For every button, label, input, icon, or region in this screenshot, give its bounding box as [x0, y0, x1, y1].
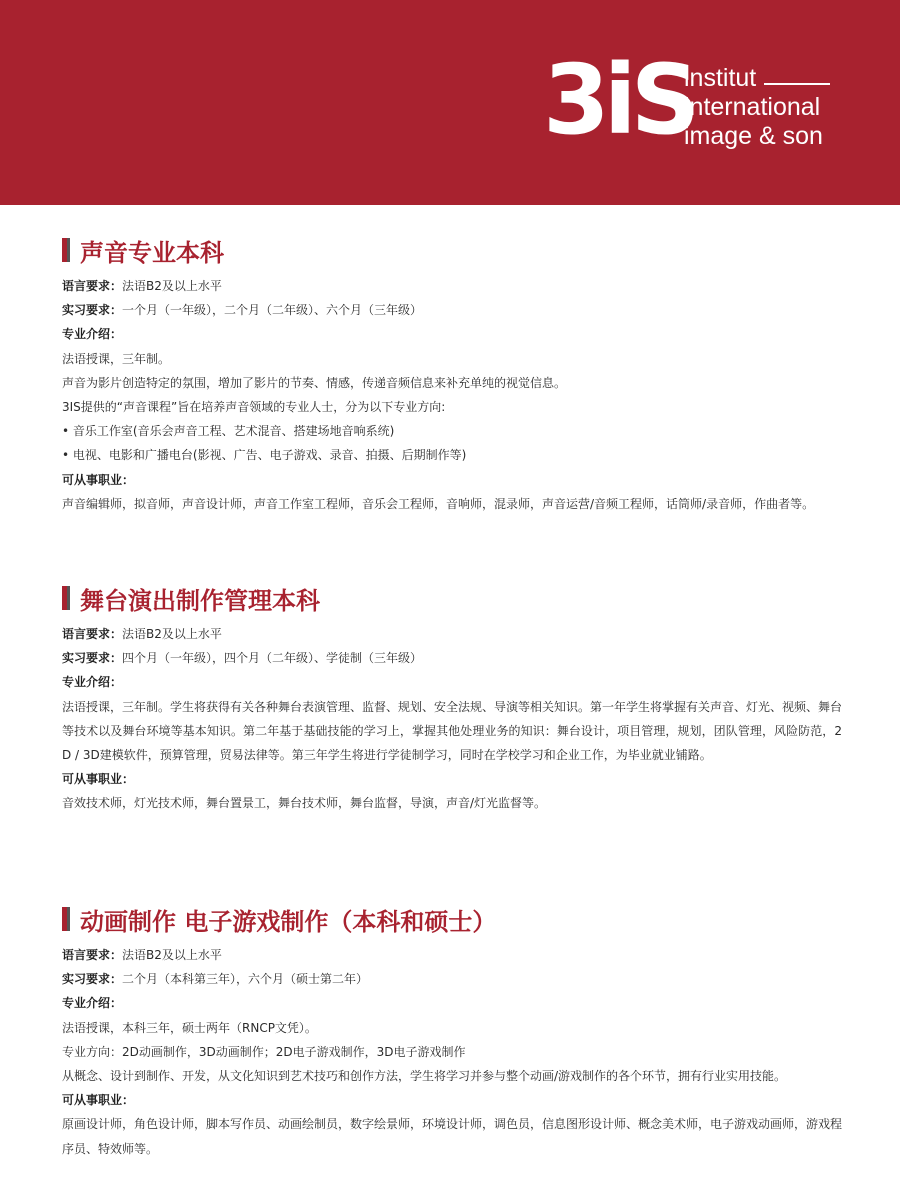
intro-heading: [62, 991, 842, 1015]
career-heading: [62, 767, 842, 791]
label: 实习要求：: [62, 303, 123, 318]
label: 语言要求：: [62, 627, 123, 641]
section-stage: [62, 582, 842, 816]
language-requirement: [62, 943, 842, 967]
value: 法语B2及以上水平: [122, 948, 222, 962]
label: 语言要求：: [62, 279, 123, 293]
internship-requirement: [62, 967, 842, 991]
career-text: 原画设计师，角色设计师，脚本写作员、动画绘制员，数字绘景师，环境设计师，调色员，信息图形设计师、概念美术师，电子游戏动画师，游戏程序员、特效师等。: [62, 1117, 843, 1156]
intro-line: 法语授课，本科三年，硕士两年（RNCP文凭）。: [62, 1020, 317, 1035]
intro-heading: [62, 322, 842, 346]
section-animation-games: [62, 903, 842, 1161]
language-requirement: [62, 622, 842, 646]
header-banner: [0, 0, 900, 205]
intro-text: 法语授课，三年制。学生将获得有关各种舞台表演管理、监督、规划、安全法规、导演等相关知识。第一年学生将掌握有关声音、灯光、视频、舞台等技术以及舞台环境等基本知识。第二年基于基础技能的学习上，掌握其他处理业务的知识：舞台设计，项目管理，规划，团队管理，风险防范，2D / 3D建模软件，预算管理，贸易法律等。第三年学生将进行学徒制学习，同时在学校学习和企业工作，为毕业就业铺路。: [62, 699, 843, 763]
career-heading: [62, 1088, 842, 1112]
section-title-text: 动画制作 电子游戏制作（本科和硕士）: [80, 907, 497, 936]
intro-line: 声音为影片创造特定的氛围，增加了影片的节奏、情感，传递音频信息来补充单纯的视觉信息。: [62, 375, 567, 390]
language-requirement: [62, 274, 842, 298]
value: 法语B2及以上水平: [122, 627, 222, 641]
title-bar-marker: [62, 586, 70, 610]
logo-wordmark: [684, 64, 830, 151]
label: 可从事职业：: [62, 472, 135, 487]
label: 实习要求：: [62, 972, 123, 987]
label: 专业介绍：: [62, 675, 123, 690]
career-heading: [62, 468, 842, 492]
value: 二个月（本科第三年），六个月（硕士第二年）: [122, 972, 369, 987]
career-text: 声音编辑师，拟音师，声音设计师，声音工作室工程师，音乐会工程师，音响师，混录师，声音运营/音频工程师，话筒师/录音师，作曲者等。: [62, 496, 815, 511]
intro-heading: [62, 670, 842, 694]
logo-line-2: international: [684, 93, 821, 121]
section-title: [62, 903, 842, 935]
label: 专业介绍：: [62, 327, 123, 342]
value: 四个月（一年级），四个月（二年级）、学徒制（三年级）: [122, 651, 423, 666]
intro-line: 专业方向：2D动画制作，3D动画制作；2D电子游戏制作，3D电子游戏制作: [62, 1044, 466, 1059]
intro-bullet: • 音乐工作室(音乐会声音工程、艺术混音、搭建场地音响系统): [62, 419, 842, 443]
career-text: 音效技术师，灯光技术师，舞台置景工，舞台技术师，舞台监督，导演，声音/灯光监督等。: [62, 796, 547, 811]
value: 一个月（一年级），二个月（二年级）、六个月（三年级）: [122, 303, 423, 318]
logo-rule: [764, 83, 830, 85]
intro-line: 从概念、设计到制作、开发，从文化知识到艺术技巧和创作方法，学生将学习并参与整个动画/游戏制作的各个环节，拥有行业实用技能。: [62, 1069, 787, 1084]
section-title: [62, 582, 842, 614]
section-sound: [62, 234, 842, 516]
title-bar-marker: [62, 238, 70, 262]
label: 实习要求：: [62, 651, 123, 666]
section-title-text: 舞台演出制作管理本科: [80, 586, 320, 615]
logo-line-1: institut: [684, 64, 757, 92]
value: 法语B2及以上水平: [122, 279, 222, 293]
section-title: [62, 234, 842, 266]
label: 可从事职业：: [62, 1093, 135, 1108]
logo-line-3: image & son: [684, 122, 823, 150]
label: 语言要求：: [62, 948, 123, 962]
internship-requirement: [62, 298, 842, 322]
section-title-text: 声音专业本科: [80, 238, 224, 267]
intro-bullet: • 电视、电影和广播电台(影视、广告、电子游戏、录音、拍摄、后期制作等): [62, 443, 842, 467]
intro-line: 法语授课，三年制。: [62, 351, 171, 366]
label: 专业介绍：: [62, 996, 123, 1011]
intro-line: 3IS提供的“声音课程”旨在培养声音领域的专业人士，分为以下专业方向:: [62, 400, 446, 415]
logo-mark: 3iS: [543, 44, 694, 156]
title-bar-marker: [62, 907, 70, 931]
label: 可从事职业：: [62, 772, 135, 787]
internship-requirement: [62, 646, 842, 670]
